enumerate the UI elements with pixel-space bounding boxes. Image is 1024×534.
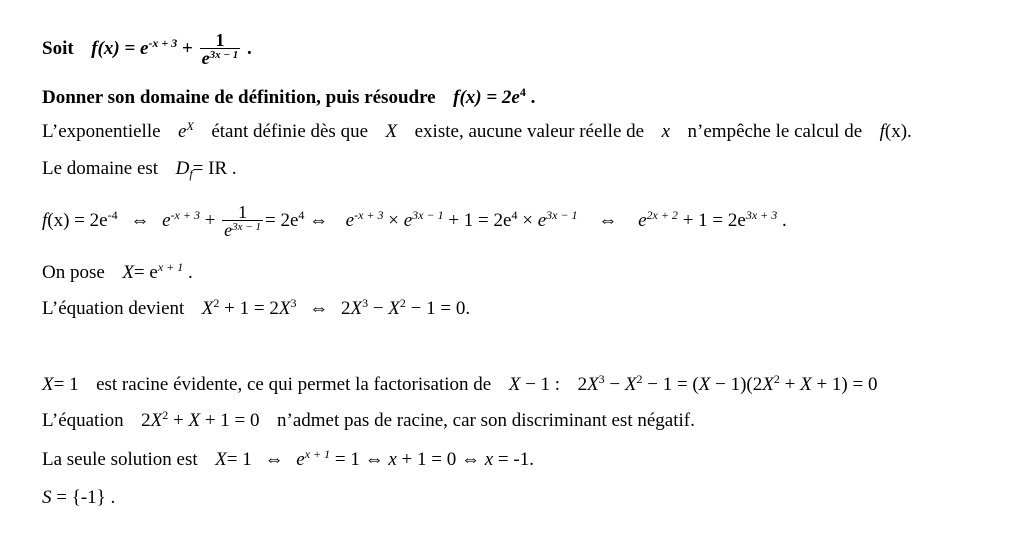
exponential-line: L’exponentielle $e^X$ étant définie dès que X existe, aucune valeur réelle de x n’empêche le calcul de f(x).	[42, 119, 912, 142]
math-exp: -x + 3	[148, 35, 178, 50]
equivalence-symbol: ⇔	[460, 449, 480, 470]
domain-line: Le domaine est $D_f=$ IR .	[42, 158, 237, 181]
question-text: Donner son domaine de définition, puis résoudre	[42, 87, 436, 108]
equivalence-symbol: ⇔	[130, 209, 150, 231]
equivalence-symbol: ⇔	[309, 298, 329, 319]
solution-set-symbol: S	[42, 487, 52, 508]
equivalence-symbol: ⇔	[364, 449, 384, 470]
fraction-denominator: $e^{3x - 1}$	[201, 48, 239, 68]
set-line	[42, 486, 115, 510]
racine-line: X= 1 est racine évidente, ce qui permet la factorisation de X − 1 : $2X^3 - X^2 - 1 = (X - 1)(2X^2 + X + 1) = 0$	[42, 372, 878, 395]
noroot-line: L’équation $2X^2 + X + 1 = 0$ n’admet pas de racine, car son discriminant est négatif.	[42, 408, 695, 431]
equivalence-symbol: ⇔	[309, 209, 329, 231]
math-fx: (x) = e	[97, 37, 149, 59]
question-line: Donner son domaine de définition, puis résoudre $f(x) = 2e^4$ .	[42, 85, 536, 108]
fraction	[200, 32, 241, 67]
fraction-numerator: 1	[200, 32, 241, 49]
math-f: f	[91, 37, 98, 59]
fraction: $\frac{1}{e^{3x - 1}}$	[224, 202, 261, 240]
math-op: +	[182, 37, 193, 59]
pose-line: On pose $X= e^{x + 1}$ .	[42, 260, 193, 283]
devient-line: L’équation devient $X^2 + 1 = 2X^3$ ⇔ $2X^3 - X^2 - 1 = 0$.	[42, 296, 471, 319]
definition-line: Soit $f(x) = e^{-x + 3}$ + $\frac{1}{e^{3x - 1}}$ .	[42, 30, 252, 68]
solution-set: = {-1} .	[56, 487, 116, 508]
solution-line: La seule solution est X= 1 ⇔ $e^{x + 1} = 1$ ⇔ x + 1 = 0 ⇔ x = -1.	[42, 447, 534, 470]
equation-line: $f(x) = 2e^{-4}$ ⇔ $e^{-x + 3}$ + $\frac{1}{e^{3x - 1}}$ = $2e^4$ ⇔ $e^{-x + 3} \times e^{3x - 1} + 1 = 2e^4 \times e^{3x - 1}$ ⇔ $e^{2x + 2} + 1 = 2e^{3x + 3}$ .	[42, 202, 787, 240]
equivalence-symbol: ⇔	[598, 209, 618, 231]
equivalence-symbol: ⇔	[264, 449, 284, 470]
soit-label: Soit	[42, 37, 74, 59]
